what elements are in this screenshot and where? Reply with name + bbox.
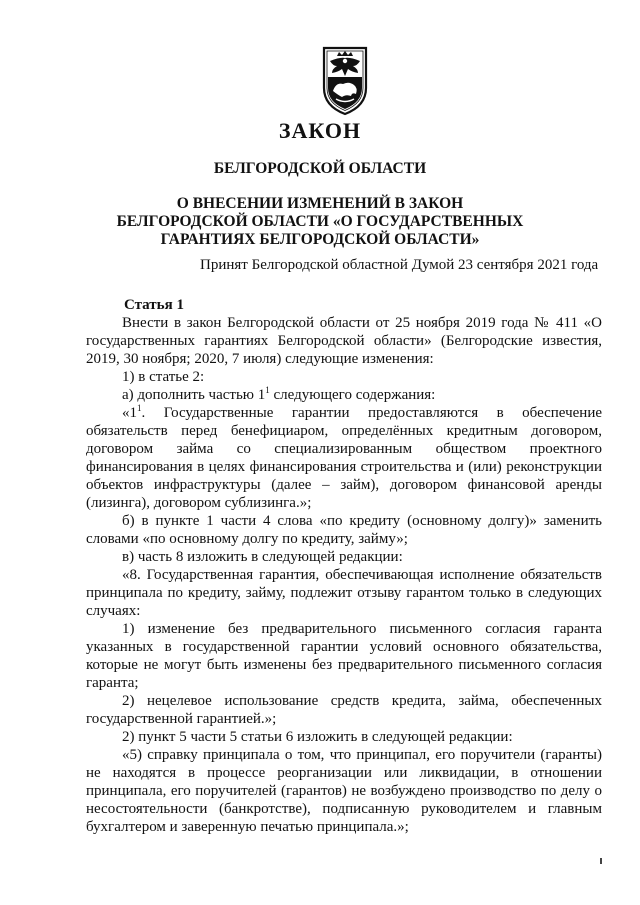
subtitle-line: О ВНЕСЕНИИ ИЗМЕНЕНИЙ В ЗАКОН xyxy=(176,195,464,212)
paragraph: б) в пункте 1 части 4 слова «по кредиту (основному долгу)» заменить словами «по основному долгу по кредиту, займу»; xyxy=(86,513,602,547)
paragraph: 2) нецелевое использование средств кредита, займа, обеспеченных государственной гарантией.»; xyxy=(86,693,602,727)
paragraph: 2) пункт 5 части 5 статьи 6 изложить в следующей редакции: xyxy=(122,729,513,745)
paragraph: «8. Государственная гарантия, обеспечивающая исполнение обязательств принципала по кредиту, займу, подлежит отзыву гарантом только в следующих случаях: xyxy=(86,567,602,619)
superscript: 1 xyxy=(265,385,270,395)
belgorod-coat-of-arms-icon xyxy=(318,44,372,116)
scan-mark xyxy=(600,858,602,864)
paragraph-text: а) дополнить частью 1 xyxy=(122,387,266,403)
paragraph-text: «1 xyxy=(122,405,137,421)
paragraph: «5) справку принципала о том, что принципал, его поручители (гаранты) не находятся в процессе реорганизации или ликвидации, в отношении принципала, его поручителей (гарантов) не возбуждено производство по делу о несостоятельности (банкротстве), подписанную руководителем и главным бухгалтером и заверенную печатью принципала.»; xyxy=(86,747,602,835)
paragraph: 1) изменение без предварительного письменного согласия гаранта указанных в государственной гарантии условий основного обязательства, которые не могут быть изменены без предварительного письменного согласия гаранта; xyxy=(86,621,602,691)
paragraph: 1) в статье 2: xyxy=(122,369,205,385)
subtitle-line: ГАРАНТИЯХ БЕЛГОРОДСКОЙ ОБЛАСТИ» xyxy=(160,231,480,248)
paragraph: в) часть 8 изложить в следующей редакции: xyxy=(122,549,403,565)
article-heading: Статья 1 xyxy=(124,297,184,313)
subtitle-line: БЕЛГОРОДСКОЙ ОБЛАСТИ «О ГОСУДАРСТВЕННЫХ xyxy=(116,213,524,230)
law-subtitle xyxy=(0,195,640,249)
law-title: ЗАКОН xyxy=(278,118,362,143)
paragraph xyxy=(86,386,602,404)
superscript: 1 xyxy=(137,403,142,413)
region-title: БЕЛГОРОДСКОЙ ОБЛАСТИ xyxy=(213,160,427,177)
paragraph-text: . Государственные гарантии предоставляются в обеспечение обязательств перед бенефициаром, определённых кредитным договором, договором займа со специализированным обществом проектного финансирования в целях финансирования строительства и (или) реконструкции объектов инфраструктуры (далее – займ), договором финансовой аренды (лизинга), договором сублизинга.»; xyxy=(86,405,602,511)
paragraph xyxy=(86,404,602,512)
paragraph: Внести в закон Белгородской области от 25 ноября 2019 года № 411 «О государственных гарантиях Белгородской области» (Белгородские известия, 2019, 30 ноября; 2020, 7 июля) следующие изменения: xyxy=(86,315,602,367)
adoption-line: Принят Белгородской областной Думой 23 сентября 2021 года xyxy=(200,257,599,273)
article-body xyxy=(86,314,602,836)
paragraph-text: следующего содержания: xyxy=(269,387,436,403)
